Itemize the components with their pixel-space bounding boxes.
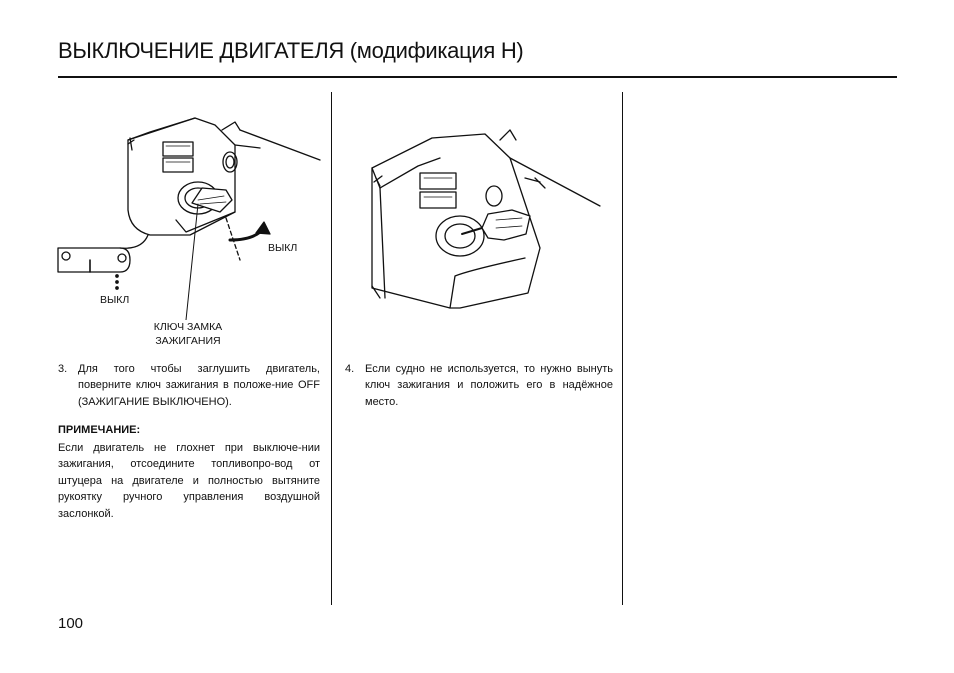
label-ignition-key bbox=[140, 320, 236, 348]
label-ignition-key-line2: ЗАЖИГАНИЯ bbox=[155, 335, 221, 347]
step-3-number: 3. bbox=[58, 363, 68, 375]
step-4-number: 4. bbox=[345, 363, 355, 375]
page-number: 100 bbox=[58, 615, 84, 632]
ignition-switch-off-illustration bbox=[50, 100, 330, 320]
column-divider-right bbox=[622, 92, 623, 605]
note-title: ПРИМЕЧАНИЕ: bbox=[58, 424, 141, 436]
column-divider-left bbox=[331, 92, 332, 605]
label-ignition-key-line1: КЛЮЧ ЗАМКА bbox=[153, 321, 223, 333]
step-4 bbox=[345, 361, 613, 411]
note-text: Если двигатель не глохнет при выключе-нии зажигания, отсоедините топливопро-вод от штуцера на двигателе и полностью вытяните рукоятку ручного управления воздушной заслонкой. bbox=[58, 442, 320, 520]
label-off-left: ВЫКЛ bbox=[100, 294, 130, 306]
step-3-text: Для того чтобы заглушить двигатель, поверните ключ зажигания в положе-ние OFF (ЗАЖИГАНИЕ ВЫКЛЮЧЕНО). bbox=[78, 363, 320, 408]
step-3 bbox=[58, 361, 320, 411]
ignition-key-removal-illustration bbox=[350, 118, 610, 318]
title-rule bbox=[58, 76, 897, 78]
step-4-text: Если судно не используется, то нужно вынуть ключ зажигания и положить его в надёжное место. bbox=[365, 363, 613, 408]
page-title: ВЫКЛЮЧЕНИЕ ДВИГАТЕЛЯ (модификация Н) bbox=[58, 38, 524, 63]
label-off-right: ВЫКЛ bbox=[268, 242, 298, 254]
